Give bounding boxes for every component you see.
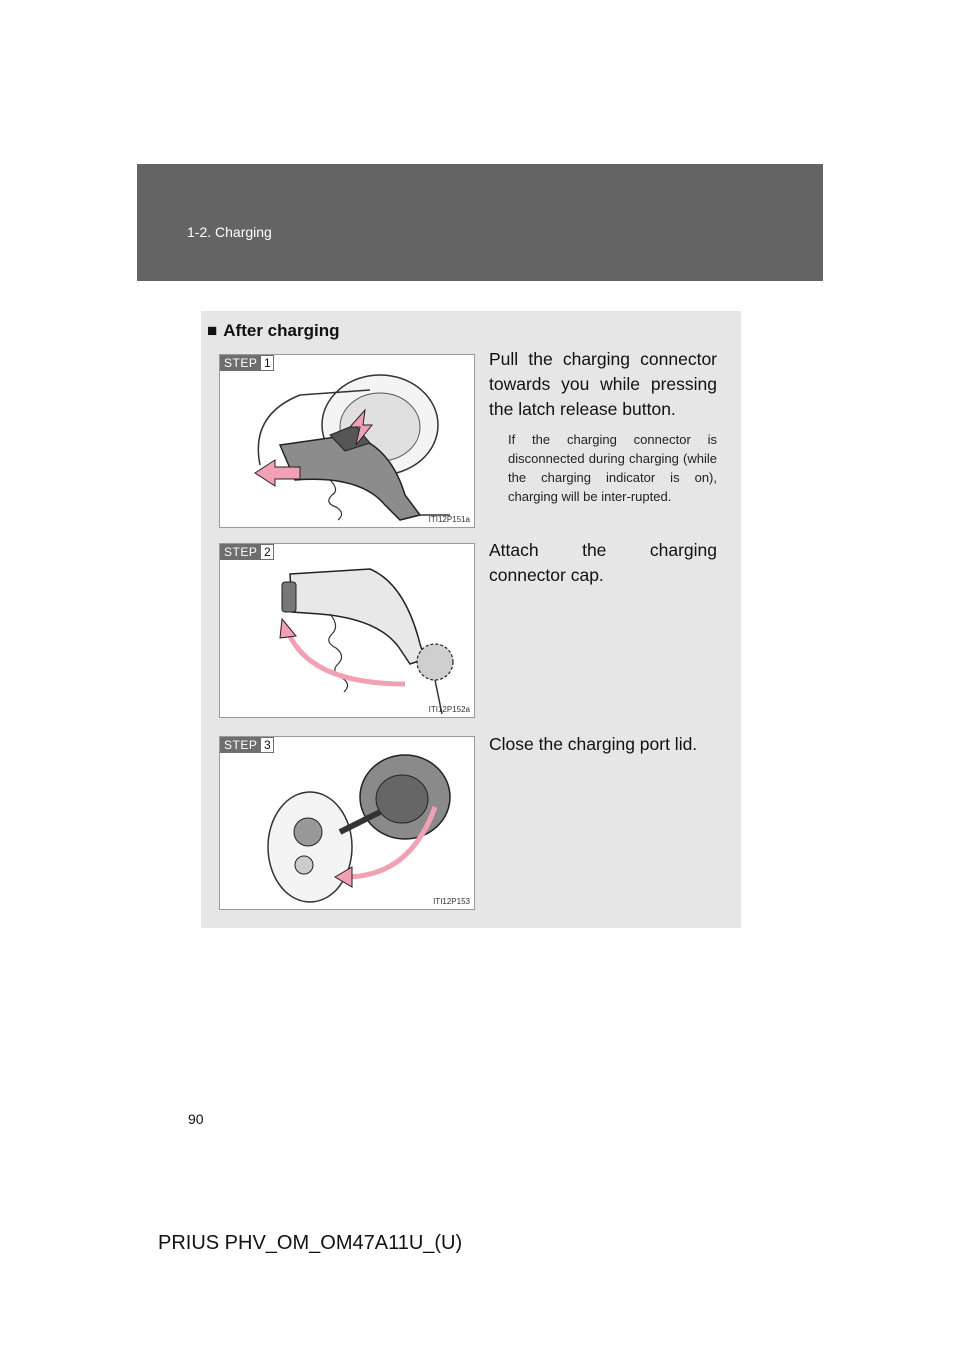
figure-code: ITI12P153 (433, 897, 470, 906)
section-title (207, 321, 339, 341)
step-2-figure (219, 543, 475, 718)
step-badge: STEP 1 (220, 355, 274, 371)
step-3-figure (219, 736, 475, 910)
document-code: PRIUS PHV_OM_OM47A11U_(U) (158, 1232, 463, 1254)
step-1-instruction: Pull the charging connector towards you while pressing the latch release button. (489, 349, 717, 419)
header-band (137, 164, 823, 281)
figure-code: ITI12P151a (428, 515, 470, 524)
step-badge: STEP 2 (220, 544, 274, 560)
step-badge: STEP 3 (220, 737, 274, 753)
step-1-figure (219, 354, 475, 528)
page-number: 90 (188, 1111, 204, 1127)
step-1-note: If the charging connector is disconnected during charging (while the charging indicator is on), charging will be inter-rupted. (508, 432, 717, 504)
section-marker: ■ (207, 321, 218, 340)
attach-cap-illustration (220, 544, 474, 717)
figure-code: ITI12P152a (428, 705, 470, 714)
section-breadcrumb: 1-2. Charging (187, 224, 272, 240)
section-title-text: After charging (223, 321, 340, 340)
step-2-instruction: Attach the charging connector cap. (489, 540, 717, 585)
close-port-lid-illustration (220, 737, 474, 909)
step-3-instruction: Close the charging port lid. (489, 734, 698, 754)
unplug-connector-illustration (220, 355, 474, 527)
